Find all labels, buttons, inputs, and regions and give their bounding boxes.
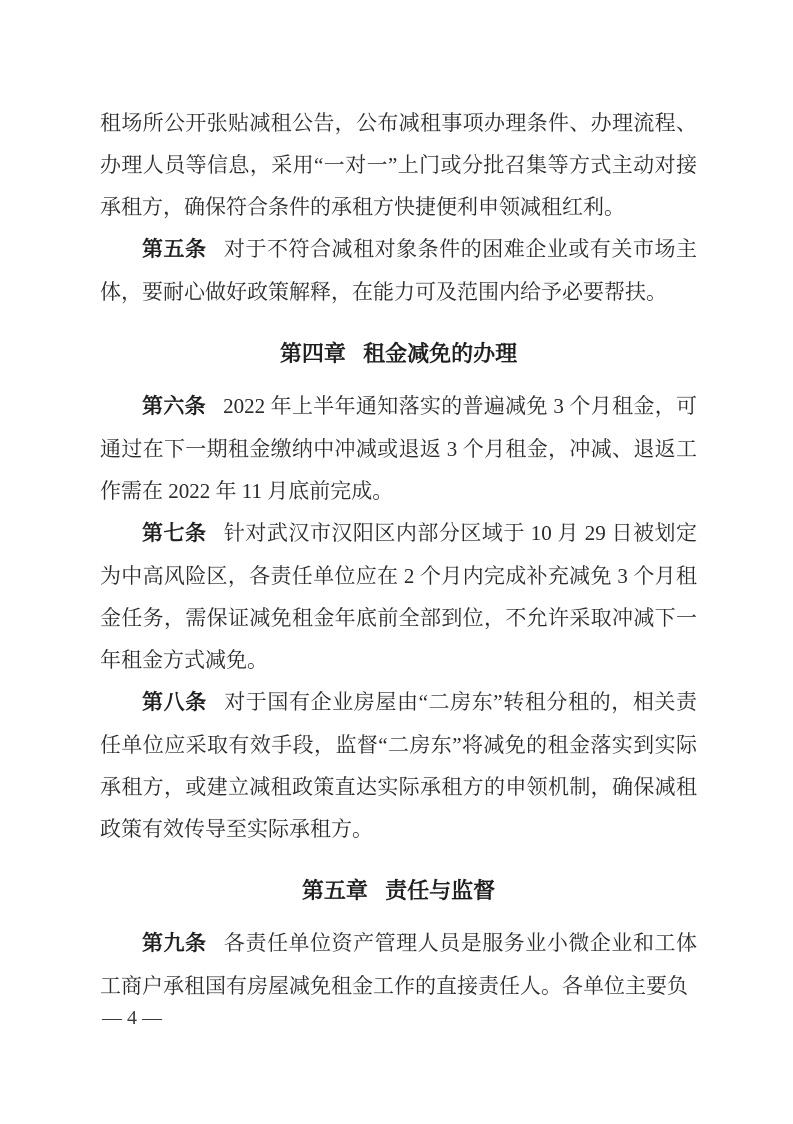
article-8-paragraph	[100, 681, 697, 850]
page-number: — 4 —	[102, 1007, 162, 1029]
paragraph-continued-text: 租场所公开张贴减租公告，公布减租事项办理条件、办理流程、办理人员等信息，采用“一对一”上门或分批召集等方式主动对接承租方，确保符合条件的承租方快捷便利申领减租红利。	[100, 111, 697, 219]
article-7-text: 针对武汉市汉阳区内部分区域于 10 月 29 日被划定为中高风险区，各责任单位应在 2 个月内完成补充减免 3 个月租金任务，需保证减免租金年底前全部到位，不允许采取冲减下一年租金方式减免。	[100, 521, 698, 672]
article-6-text: 2022 年上半年通知落实的普遍减免 3 个月租金，可通过在下一期租金缴纳中冲减或退返 3 个月租金，冲减、退返工作需在 2022 年 11 月底前完成。	[100, 394, 698, 503]
paragraph-continued	[100, 102, 697, 228]
chapter-5-title: 责任与监督	[385, 878, 496, 903]
article-7-paragraph	[100, 512, 697, 681]
article-5-label: 第五条	[142, 238, 207, 261]
article-6-label: 第六条	[142, 395, 206, 418]
article-9-paragraph	[100, 922, 697, 1007]
chapter-4-label: 第四章	[279, 341, 346, 366]
chapter-5-label: 第五章	[301, 878, 368, 903]
article-6-paragraph	[100, 385, 697, 512]
chapter-4-heading	[100, 333, 697, 375]
article-9-text: 各责任单位资产管理人员是服务业小微企业和工体工商户承租国有房屋减免租金工作的直接责任人。各单位主要负	[100, 931, 698, 998]
article-9-label: 第九条	[142, 932, 207, 955]
article-8-text: 对于国有企业房屋由“二房东”转租分租的，相关责任单位应采取有效手段，监督“二房东”将减免的租金落实到实际承租方，或建立减租政策直达实际承租方的申领机制，确保减租政策有效传导至实际承租方。	[100, 690, 698, 841]
article-8-label: 第八条	[142, 691, 207, 714]
article-7-label: 第七条	[142, 522, 207, 545]
chapter-5-heading	[100, 870, 697, 912]
article-5-text: 对于不符合减租对象条件的困难企业或有关市场主体，要耐心做好政策解释，在能力可及范围内给予必要帮扶。	[100, 237, 698, 304]
chapter-4-title: 租金减免的办理	[363, 341, 518, 366]
document-body	[100, 102, 697, 1007]
article-5-paragraph	[100, 228, 697, 313]
